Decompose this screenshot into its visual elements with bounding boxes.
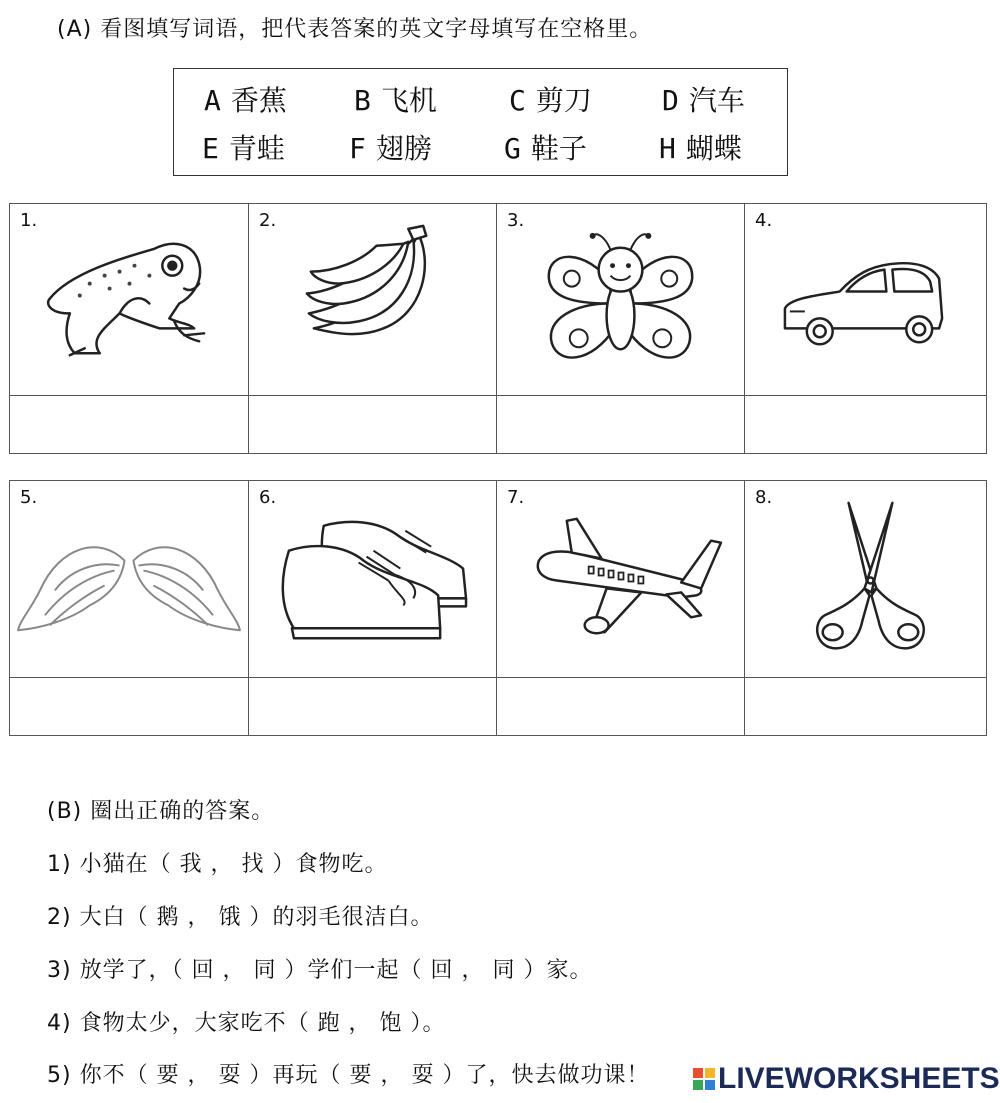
item-number: 4.	[755, 210, 773, 231]
answer-cell-6[interactable]	[249, 678, 497, 736]
option-word: 蝴蝶	[685, 132, 742, 165]
option-c	[509, 79, 592, 119]
liveworksheets-icon	[693, 1068, 715, 1090]
option-letter: G	[504, 132, 521, 165]
answer-cell-8[interactable]	[745, 678, 987, 736]
shoes-illustration	[249, 481, 496, 677]
answer-cell-3[interactable]	[497, 396, 745, 454]
item-number: 5.	[20, 487, 38, 508]
option-word: 青蛙	[228, 132, 285, 165]
question-5[interactable]: 5) 你不（ 要 ， 耍 ）再玩（ 要 ， 耍 ）了，快去做功课！	[47, 1063, 650, 1088]
question-1[interactable]: 1) 小猫在（ 我 ， 找 ）食物吃。	[47, 852, 388, 877]
option-letter: F	[349, 132, 366, 165]
option-e	[202, 127, 285, 167]
scissors-illustration	[745, 481, 986, 677]
word-bank	[173, 68, 788, 176]
section-b-title: (B) 圈出正确的答案。	[47, 799, 275, 824]
option-word: 鞋子	[530, 132, 587, 165]
brand-text: LIVEWORKSHEETS	[718, 1062, 1000, 1095]
question-3[interactable]: 3) 放学了，（ 回 ， 同 ）学们一起（ 回 ， 同 ）家。	[47, 958, 593, 983]
option-letter: B	[354, 84, 371, 117]
section-a-title: (A) 看图填写词语，把代表答案的英文字母填写在空格里。	[57, 17, 653, 42]
picture-grid-row-2	[9, 480, 987, 736]
frog-illustration	[10, 204, 248, 395]
option-letter: E	[202, 132, 219, 165]
answer-cell-7[interactable]	[497, 678, 745, 736]
option-h	[659, 127, 742, 167]
car-illustration	[745, 204, 986, 395]
item-number: 2.	[259, 210, 277, 231]
option-g	[504, 127, 587, 167]
picture-cell-4	[745, 204, 987, 396]
option-b	[354, 79, 437, 119]
option-letter: A	[204, 84, 221, 117]
picture-cell-7	[497, 481, 745, 678]
answer-cell-4[interactable]	[745, 396, 987, 454]
option-d	[662, 79, 745, 119]
option-word: 剪刀	[535, 84, 592, 117]
liveworksheets-logo	[693, 1062, 1000, 1096]
option-word: 翅膀	[375, 132, 432, 165]
option-letter: H	[659, 132, 676, 165]
picture-cell-1	[10, 204, 249, 396]
picture-cell-8	[745, 481, 987, 678]
answer-cell-1[interactable]	[10, 396, 249, 454]
wings-illustration	[10, 481, 248, 677]
item-number: 6.	[259, 487, 277, 508]
answer-cell-5[interactable]	[10, 678, 249, 736]
question-2[interactable]: 2) 大白（ 鹅 ， 饿 ）的羽毛很洁白。	[47, 905, 434, 930]
picture-cell-3	[497, 204, 745, 396]
item-number: 8.	[755, 487, 773, 508]
item-number: 1.	[20, 210, 38, 231]
option-word: 汽车	[688, 84, 745, 117]
picture-cell-5	[10, 481, 249, 678]
picture-grid-row-1	[9, 203, 987, 454]
picture-cell-6	[249, 481, 497, 678]
option-letter: C	[509, 84, 526, 117]
option-word: 香蕉	[230, 84, 287, 117]
airplane-illustration	[497, 481, 744, 677]
option-f	[349, 127, 432, 167]
item-number: 3.	[507, 210, 525, 231]
item-number: 7.	[507, 487, 525, 508]
option-a	[204, 79, 287, 119]
option-letter: D	[662, 84, 679, 117]
option-word: 飞机	[380, 84, 437, 117]
butterfly-illustration	[497, 204, 744, 395]
picture-cell-2	[249, 204, 497, 396]
banana-illustration	[249, 204, 496, 395]
answer-cell-2[interactable]	[249, 396, 497, 454]
question-4[interactable]: 4) 食物太少，大家吃不（ 跑 ， 饱 ）。	[47, 1011, 446, 1036]
